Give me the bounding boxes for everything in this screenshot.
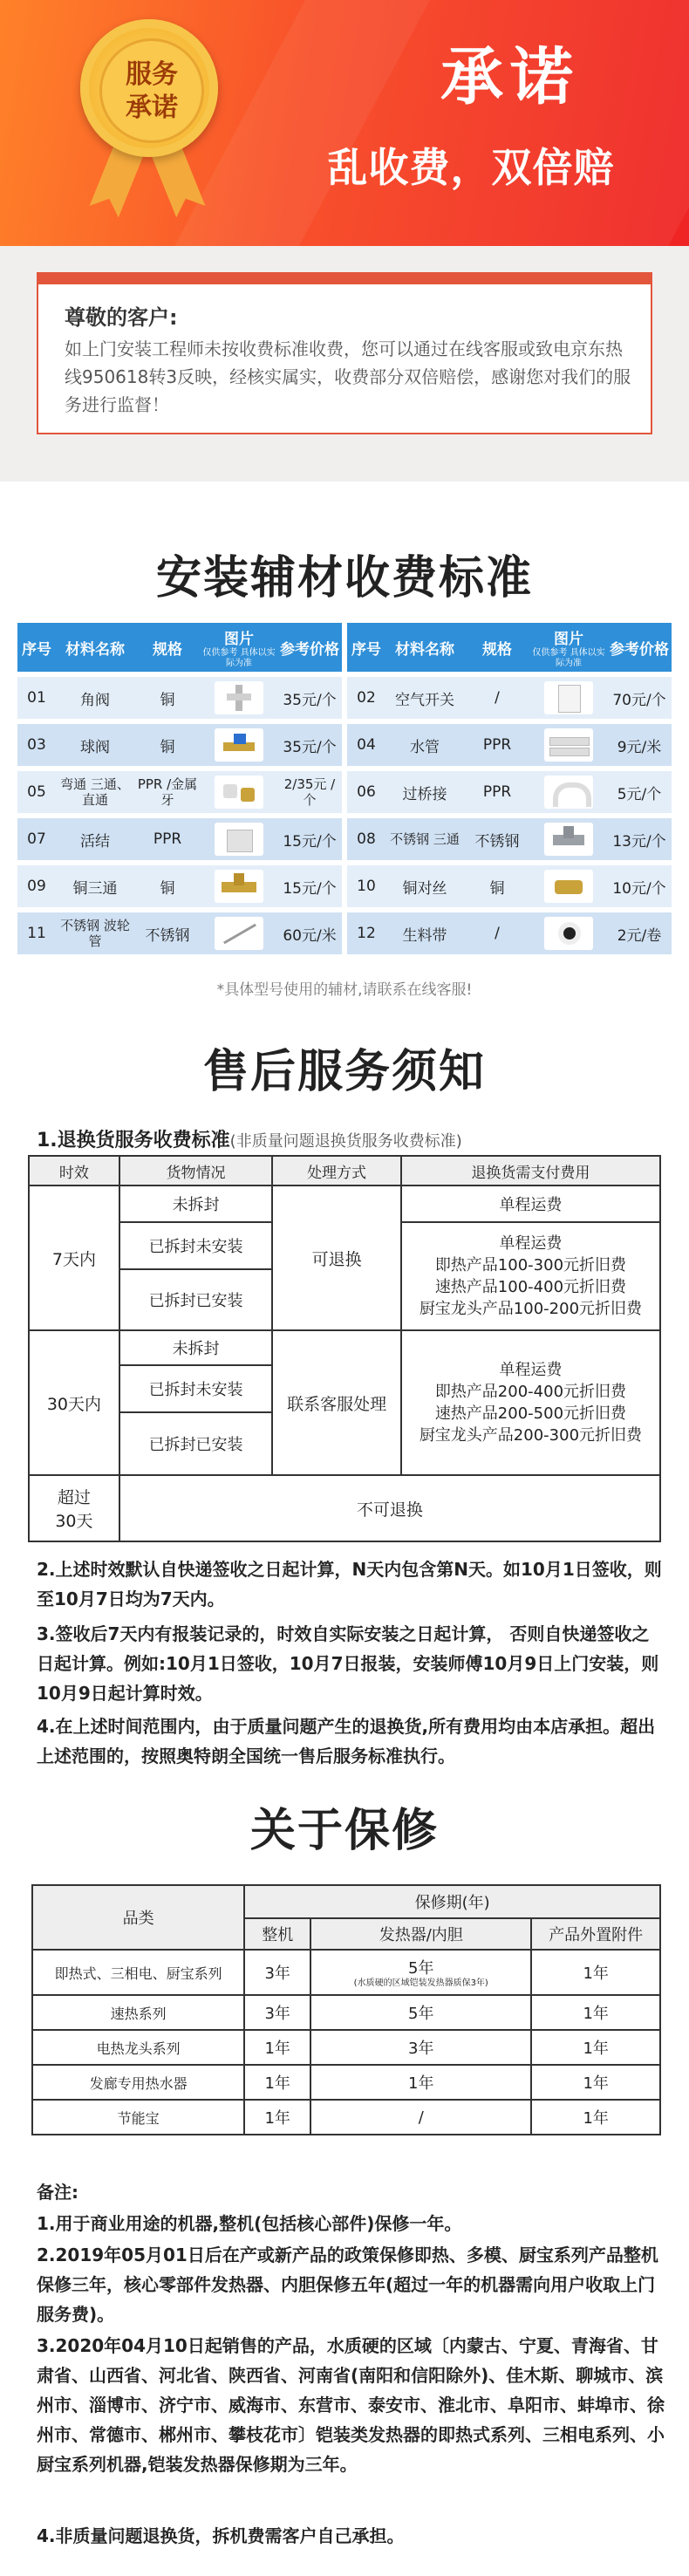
material-pic — [201, 865, 277, 907]
bellows-hose-icon — [215, 917, 263, 950]
period-over-30-days: 超过 30天 — [29, 1475, 119, 1541]
elbow-fitting-icon — [215, 776, 263, 809]
banner-title: 承诺 — [440, 40, 580, 113]
material-no: 07 — [17, 818, 56, 860]
material-price: 10元/个 — [607, 865, 672, 907]
medal-line-2: 承诺 — [126, 92, 178, 123]
warranty-parts: 1年 — [531, 1950, 660, 1995]
material-no: 06 — [347, 771, 385, 813]
material-row — [347, 771, 672, 813]
material-name: 不锈钢 波轮管 — [56, 912, 134, 954]
notice-section — [0, 246, 689, 482]
material-pic — [201, 724, 277, 766]
material-price: 13元/个 — [607, 818, 672, 860]
service-medal-icon — [80, 19, 218, 157]
warranty-note: 3.2020年04月10日起销售的产品，水质硬的区域〔内蒙古、宁夏、青海省、甘肃省、山西省、河北省、陕西省、河南省(南阳和信阳除外)、佳木斯、聊城市、滨州市、淄博市、济宁市、威海市、东营市、泰安市、淮北市、阜阳市、蚌埠市、徐州市、常德市、郴州市、攀枝花市〕铠装类发热器的即热式系列、三相电系列、小厨宝系列机器,铠装发热器保修期为三年。 — [37, 2335, 665, 2475]
copper-tee-icon — [215, 870, 263, 903]
material-row — [17, 724, 342, 766]
warranty-whole: 1年 — [244, 2065, 310, 2100]
fee-30-days-details — [401, 1330, 660, 1475]
material-spec: PPR — [464, 724, 530, 766]
material-price: 2元/卷 — [607, 912, 672, 954]
material-spec: PPR — [134, 818, 201, 860]
material-no: 12 — [347, 912, 385, 954]
fee-single-freight: 单程运费 — [401, 1186, 660, 1222]
material-no: 04 — [347, 724, 385, 766]
fee-7-days-details — [401, 1222, 660, 1330]
material-pic — [530, 912, 607, 954]
material-spec: 不锈钢 — [464, 818, 530, 860]
return-fee-heading-note: (非质量问题退换货服务收费标准) — [229, 1132, 462, 1151]
warranty-whole: 3年 — [244, 1950, 310, 1995]
goods-opened-not-installed: 已拆封未安装 — [119, 1365, 272, 1412]
material-spec: / — [464, 912, 530, 954]
warranty-category: 发廊专用热水器 — [32, 2065, 244, 2100]
fee-7-line: 速热产品100-400元折旧费 — [434, 1278, 627, 1296]
aftersales-rule: 3.签收后7天内有报装记录的，时效自实际安装之日起计算， 否则自快递签收之日起计算。例如:10月1日签收，10月7日报装，安装师傅10月9日上门安装，则10月9日起计算时效。 — [37, 1623, 659, 1704]
goods-opened-installed: 已拆封已安装 — [119, 1412, 272, 1475]
warranty-heater: 3年 — [310, 2030, 531, 2065]
material-pic — [530, 771, 607, 813]
material-name: 水管 — [385, 724, 464, 766]
angle-valve-icon — [215, 681, 263, 714]
header-method: 处理方式 — [272, 1156, 401, 1186]
notice-body: 如上门安装工程师未按收费标准收费，您可以通过在线客服或致电京东热线950618转3反映，经核实属实，收费部分双倍赔偿，感谢您对我们的服务进行监督！ — [65, 338, 631, 415]
material-price: 9元/米 — [607, 724, 672, 766]
goods-opened-not-installed: 已拆封未安装 — [119, 1222, 272, 1269]
header-pic-hint: 仅供参考 具体以实际为准 — [532, 647, 605, 668]
warranty-category: 速热系列 — [32, 1995, 244, 2030]
warranty-heater: 1年 — [310, 2065, 531, 2100]
materials-note: *具体型号使用的辅材,请联系在线客服! — [216, 981, 473, 999]
return-fee-row — [29, 1186, 660, 1222]
material-no: 01 — [17, 677, 56, 719]
period-7-days: 7天内 — [29, 1186, 119, 1330]
header-spec: 规格 — [134, 623, 201, 672]
material-price: 35元/个 — [277, 677, 342, 719]
material-name: 空气开关 — [385, 677, 464, 719]
material-name: 弯通 三通、直通 — [56, 771, 134, 813]
goods-unopened: 未拆封 — [119, 1186, 272, 1222]
material-price: 15元/个 — [277, 865, 342, 907]
warranty-category: 即热式、三相电、厨宝系列 — [32, 1950, 244, 1995]
copper-nipple-icon — [544, 870, 593, 903]
material-spec: PPR /金属牙 — [134, 771, 201, 813]
header-spec: 规格 — [464, 623, 530, 672]
return-fee-table — [28, 1155, 661, 1542]
medal-text — [102, 58, 201, 125]
warranty-whole: 1年 — [244, 2100, 310, 2135]
material-row — [347, 865, 672, 907]
notice-heading: 尊敬的客户: — [65, 305, 178, 330]
material-price: 2/35元 /个 — [277, 771, 342, 813]
material-price: 15元/个 — [277, 818, 342, 860]
warranty-parts: 1年 — [531, 2100, 660, 2135]
header-pic-hint: 仅供参考 具体以实际为准 — [202, 647, 276, 668]
materials-table-right — [347, 618, 672, 960]
header-pic — [201, 623, 277, 672]
material-row — [17, 865, 342, 907]
materials-table-left — [17, 618, 342, 960]
warranty-heater-cell — [310, 1950, 531, 1995]
header-period: 时效 — [29, 1156, 119, 1186]
material-spec: 铜 — [134, 677, 201, 719]
material-pic — [201, 771, 277, 813]
warranty-heater: 5年 — [310, 1995, 531, 2030]
fee-30-line: 厨宝龙头产品200-300元折旧费 — [419, 1426, 643, 1445]
materials-header-row — [347, 623, 672, 672]
period-30-days: 30天内 — [29, 1330, 119, 1475]
warranty-parts: 1年 — [531, 1995, 660, 2030]
warranty-whole: 3年 — [244, 1995, 310, 2030]
material-no: 05 — [17, 771, 56, 813]
method-returnable: 可退换 — [272, 1186, 401, 1330]
warranty-note: 4.非质量问题退换货，拆机费需客户自己承担。 — [37, 2525, 405, 2546]
material-spec: 不锈钢 — [134, 912, 201, 954]
ball-valve-icon — [215, 728, 263, 762]
return-fee-heading — [37, 1125, 462, 1152]
material-no: 10 — [347, 865, 385, 907]
warranty-row — [32, 1995, 660, 2030]
material-row — [347, 818, 672, 860]
return-fee-row — [29, 1330, 660, 1365]
air-switch-icon — [544, 681, 593, 714]
material-spec: 铜 — [134, 724, 201, 766]
steel-tee-icon — [544, 823, 593, 856]
promise-banner — [0, 0, 689, 246]
material-row — [17, 912, 342, 954]
return-fee-header-row — [29, 1156, 660, 1186]
fee-7-line: 厨宝龙头产品100-200元折旧费 — [419, 1300, 643, 1318]
material-price: 5元/个 — [607, 771, 672, 813]
material-row — [347, 912, 672, 954]
goods-opened-installed: 已拆封已安装 — [119, 1269, 272, 1330]
material-name: 活结 — [56, 818, 134, 860]
warranty-row — [32, 2030, 660, 2065]
header-heater: 发热器/内胆 — [310, 1918, 531, 1950]
material-pic — [530, 677, 607, 719]
aftersales-rule: 4.在上述时间范围内，由于质量问题产生的退换货,所有费用均由本店承担。超出上述范围的，按照奥特朗全国统一售后服务标准执行。 — [37, 1716, 656, 1766]
material-pic — [530, 818, 607, 860]
header-name: 材料名称 — [56, 623, 134, 672]
material-no: 09 — [17, 865, 56, 907]
material-name: 球阀 — [56, 724, 134, 766]
material-spec: 铜 — [464, 865, 530, 907]
material-row — [17, 771, 342, 813]
warranty-notes-heading: 备注: — [37, 2182, 78, 2203]
header-fee: 退换货需支付费用 — [401, 1156, 660, 1186]
materials-title: 安装辅材收费标准 — [155, 552, 533, 605]
material-row — [17, 677, 342, 719]
header-whole: 整机 — [244, 1918, 310, 1950]
material-name: 铜对丝 — [385, 865, 464, 907]
warranty-table — [31, 1884, 661, 2135]
aftersales-rule: 2.上述时效默认自快递签收之日起计算，N天内包含第N天。如10月1日签收，则至10月7日均为7天内。 — [37, 1559, 662, 1609]
method-contact-service: 联系客服处理 — [272, 1330, 401, 1475]
return-fee-row — [29, 1475, 660, 1541]
material-pic — [201, 912, 277, 954]
material-row — [17, 818, 342, 860]
material-pic — [530, 724, 607, 766]
warranty-parts: 1年 — [531, 2030, 660, 2065]
header-price: 参考价格 — [277, 623, 342, 672]
material-pic — [530, 865, 607, 907]
header-pic-label: 图片 — [224, 630, 254, 648]
material-price: 70元/个 — [607, 677, 672, 719]
warranty-row — [32, 1950, 660, 1995]
aftersales-title: 售后服务须知 — [202, 1046, 486, 1098]
material-name: 不锈钢 三通 — [385, 818, 464, 860]
header-no: 序号 — [347, 623, 385, 672]
notice-box — [37, 272, 652, 434]
warranty-parts: 1年 — [531, 2065, 660, 2100]
header-goods: 货物情况 — [119, 1156, 272, 1186]
materials-header-row — [17, 623, 342, 672]
material-name: 生料带 — [385, 912, 464, 954]
material-no: 08 — [347, 818, 385, 860]
warranty-category: 电热龙头系列 — [32, 2030, 244, 2065]
header-pic-label: 图片 — [554, 630, 583, 648]
header-warranty-period: 保修期(年) — [244, 1885, 660, 1918]
warranty-title: 关于保修 — [249, 1805, 439, 1857]
material-spec: / — [464, 677, 530, 719]
warranty-note: 1.用于商业用途的机器,整机(包括核心部件)保修一年。 — [37, 2213, 462, 2234]
material-no: 03 — [17, 724, 56, 766]
fee-30-single: 单程运费 — [499, 1361, 563, 1379]
warranty-category: 节能宝 — [32, 2100, 244, 2135]
header-name: 材料名称 — [385, 623, 464, 672]
material-price: 35元/个 — [277, 724, 342, 766]
material-name: 铜三通 — [56, 865, 134, 907]
material-name: 角阀 — [56, 677, 134, 719]
header-pic — [530, 623, 607, 672]
bridge-fitting-icon — [544, 776, 593, 809]
header-parts: 产品外置附件 — [531, 1918, 660, 1950]
material-price: 60元/米 — [277, 912, 342, 954]
ptfe-tape-icon — [544, 917, 593, 950]
medal-line-1: 服务 — [126, 59, 178, 90]
warranty-heater: 5年 — [408, 1959, 434, 1978]
fee-7-single: 单程运费 — [499, 1234, 563, 1253]
union-fitting-icon — [215, 823, 263, 856]
fee-7-line: 即热产品100-300元折旧费 — [434, 1256, 627, 1274]
water-pipe-icon — [544, 728, 593, 762]
warranty-header-row — [32, 1885, 660, 1918]
material-no: 11 — [17, 912, 56, 954]
medal-inner — [99, 38, 204, 143]
header-price: 参考价格 — [607, 623, 672, 672]
banner-subtitle: 乱收费，双倍赔 — [327, 144, 615, 191]
header-category: 品类 — [32, 1885, 244, 1950]
return-fee-heading-text: 1.退换货服务收费标准 — [37, 1130, 230, 1151]
warranty-whole: 1年 — [244, 2030, 310, 2065]
material-pic — [201, 677, 277, 719]
material-row — [347, 677, 672, 719]
header-no: 序号 — [17, 623, 56, 672]
material-name: 过桥接 — [385, 771, 464, 813]
fee-30-line: 即热产品200-400元折旧费 — [434, 1383, 627, 1401]
fee-30-line: 速热产品200-500元折旧费 — [434, 1404, 627, 1423]
method-not-returnable: 不可退换 — [119, 1475, 660, 1541]
warranty-heater-note: (水质硬的区域铠装发热器质保3年) — [353, 1978, 488, 1988]
material-spec: 铜 — [134, 865, 201, 907]
material-row — [347, 724, 672, 766]
warranty-row — [32, 2100, 660, 2135]
material-no: 02 — [347, 677, 385, 719]
material-pic — [201, 818, 277, 860]
warranty-note: 2.2019年05月01日后在产或新产品的政策保修即热、多模、厨宝系列产品整机保修三年，核心零部件发热器、内胆保修五年(超过一年的机器需向用户收取上门服务费)。 — [37, 2245, 658, 2325]
warranty-row — [32, 2065, 660, 2100]
material-spec: PPR — [464, 771, 530, 813]
warranty-heater: / — [310, 2100, 531, 2135]
goods-unopened: 未拆封 — [119, 1330, 272, 1365]
